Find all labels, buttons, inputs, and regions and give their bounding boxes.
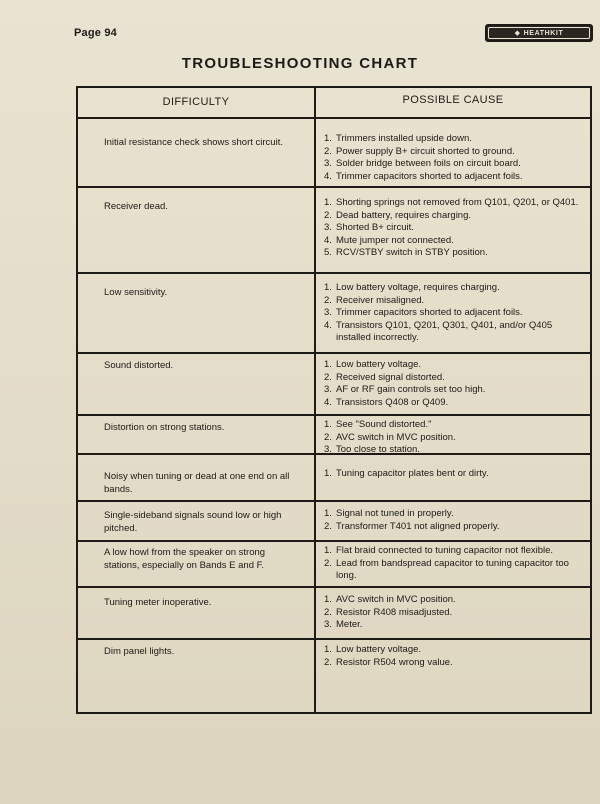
cause-number: 3.	[324, 444, 332, 455]
cause-text: Low battery voltage.	[336, 359, 422, 370]
row-divider	[78, 272, 590, 274]
row-divider	[78, 638, 590, 640]
cause-item	[324, 545, 582, 558]
cause-item	[324, 210, 582, 223]
cause-text: Signal not tuned in properly.	[336, 508, 454, 519]
cause-number: 2.	[324, 145, 332, 157]
cause-text: Low battery voltage.	[336, 644, 422, 655]
row-divider	[78, 414, 590, 416]
cause-number: 1.	[324, 468, 332, 479]
cause-list	[324, 197, 582, 260]
cause-text: Shorted B+ circuit.	[336, 222, 414, 233]
row-divider	[78, 540, 590, 542]
difficulty-cell: Receiver dead.	[104, 201, 168, 212]
cause-number: 2.	[324, 557, 332, 569]
cause-number: 5.	[324, 247, 332, 258]
cause-number: 2.	[324, 606, 332, 618]
cause-item	[324, 397, 582, 410]
cause-number: 1.	[324, 133, 332, 144]
cause-number: 2.	[324, 371, 332, 383]
cause-text: AF or RF gain controls set too high.	[336, 384, 486, 395]
cause-text: Solder bridge between foils on circuit board.	[336, 158, 521, 169]
cause-number: 1.	[324, 508, 332, 519]
cause-text: Trimmers installed upside down.	[336, 133, 472, 144]
row-divider	[78, 586, 590, 588]
cause-list	[324, 282, 582, 345]
cause-item	[324, 594, 582, 607]
cause-item	[324, 158, 582, 171]
cause-item	[324, 307, 582, 320]
cause-number: 1.	[324, 545, 332, 556]
cause-number: 1.	[324, 197, 332, 208]
cause-text: See "Sound distorted."	[336, 419, 432, 430]
cause-list	[324, 133, 582, 183]
cause-number: 4.	[324, 234, 332, 246]
column-divider	[314, 88, 316, 712]
cause-number: 3.	[324, 158, 332, 169]
cause-text: Receiver misaligned.	[336, 294, 425, 306]
cause-number: 3.	[324, 384, 332, 395]
cause-number: 1.	[324, 419, 332, 430]
cause-item	[324, 607, 582, 620]
cause-item	[324, 235, 582, 248]
logo-diamond-icon: ◆	[514, 30, 521, 37]
cause-item	[324, 247, 582, 260]
troubleshooting-table	[76, 86, 592, 714]
cause-list	[324, 468, 582, 481]
cause-item	[324, 384, 582, 397]
cause-text: Trimmer capacitors shorted to adjacent foils.	[336, 170, 523, 182]
cause-list	[324, 508, 582, 533]
cause-number: 4.	[324, 396, 332, 408]
cause-item	[324, 644, 582, 657]
cause-text: Trimmer capacitors shorted to adjacent foils.	[336, 307, 523, 318]
cause-number: 2.	[324, 431, 332, 443]
cause-item	[324, 521, 582, 534]
cause-item	[324, 146, 582, 159]
cause-list	[324, 644, 582, 669]
cause-text: Lead from bandspread capacitor to tuning capacitor too long.	[336, 557, 569, 581]
row-divider	[78, 186, 590, 188]
cause-number: 2.	[324, 520, 332, 532]
cause-item	[324, 372, 582, 385]
cause-text: Mute jumper not connected.	[336, 234, 454, 246]
heathkit-logo	[485, 24, 593, 42]
cause-text: Transistors Q101, Q201, Q301, Q401, and/or Q405 installed incorrectly.	[336, 319, 553, 343]
cause-text: Flat braid connected to tuning capacitor not flexible.	[336, 545, 554, 556]
cause-number: 2.	[324, 209, 332, 221]
cause-item	[324, 133, 582, 146]
cause-text: Too close to station.	[336, 444, 420, 455]
cause-number: 4.	[324, 319, 332, 331]
cause-item	[324, 171, 582, 184]
cause-text: AVC switch in MVC position.	[336, 594, 456, 605]
cause-text: Meter.	[336, 619, 363, 630]
difficulty-cell: Dim panel lights.	[104, 646, 175, 657]
header-difficulty: DIFFICULTY	[162, 96, 230, 108]
cause-item	[324, 657, 582, 670]
cause-item	[324, 468, 582, 481]
cause-item	[324, 295, 582, 308]
cause-item	[324, 222, 582, 235]
cause-number: 3.	[324, 222, 332, 233]
cause-number: 2.	[324, 656, 332, 668]
cause-text: RCV/STBY switch in STBY position.	[336, 247, 488, 258]
difficulty-cell: Noisy when tuning or dead at one end on all bands.	[104, 471, 290, 495]
cause-item	[324, 419, 582, 432]
cause-text: Received signal distorted.	[336, 371, 445, 383]
cause-text: Shorting springs not removed from Q101, Q201, or Q401.	[336, 197, 579, 208]
cause-list	[324, 545, 582, 583]
row-divider	[78, 352, 590, 354]
difficulty-cell: Single-sideband signals sound low or high pitched.	[104, 510, 282, 534]
cause-text: Resistor R504 wrong value.	[336, 656, 453, 668]
cause-list	[324, 419, 582, 457]
cause-text: Dead battery, requires charging.	[336, 209, 472, 221]
difficulty-cell: Initial resistance check shows short circuit.	[104, 137, 283, 148]
cause-number: 3.	[324, 307, 332, 318]
cause-item	[324, 619, 582, 632]
cause-number: 4.	[324, 170, 332, 182]
cause-number: 2.	[324, 294, 332, 306]
cause-number: 1.	[324, 282, 332, 293]
cause-item	[324, 359, 582, 372]
row-divider	[78, 500, 590, 502]
cause-text: Power supply B+ circuit shorted to ground.	[336, 145, 515, 157]
cause-item	[324, 558, 582, 583]
cause-number: 3.	[324, 619, 332, 630]
chart-title: TROUBLESHOOTING CHART	[181, 55, 419, 72]
header-possible-cause: POSSIBLE CAUSE	[402, 94, 504, 106]
cause-number: 1.	[324, 359, 332, 370]
cause-number: 1.	[324, 644, 332, 655]
cause-item	[324, 432, 582, 445]
page-number: Page 94	[74, 27, 117, 39]
cause-text: Resistor R408 misadjusted.	[336, 606, 453, 618]
cause-number: 1.	[324, 594, 332, 605]
cause-item	[324, 444, 582, 457]
logo-brand-text: HEATHKIT	[523, 29, 564, 37]
cause-text: Tuning capacitor plates bent or dirty.	[336, 468, 489, 479]
cause-item	[324, 282, 582, 295]
cause-item	[324, 508, 582, 521]
difficulty-cell: Tuning meter inoperative.	[104, 597, 212, 608]
difficulty-cell: Sound distorted.	[104, 360, 174, 371]
cause-item	[324, 197, 582, 210]
cause-list	[324, 359, 582, 409]
difficulty-cell: Low sensitivity.	[104, 287, 168, 298]
difficulty-cell: A low howl from the speaker on strong stations, especially on Bands E and F.	[104, 547, 266, 571]
table-header	[78, 88, 590, 119]
cause-list	[324, 594, 582, 632]
cause-text: Transistors Q408 or Q409.	[336, 396, 449, 408]
cause-text: Low battery voltage, requires charging.	[336, 282, 500, 293]
cause-item	[324, 320, 582, 345]
difficulty-cell: Distortion on strong stations.	[104, 422, 225, 433]
cause-text: Transformer T401 not aligned properly.	[336, 520, 500, 532]
cause-text: AVC switch in MVC position.	[336, 431, 456, 443]
